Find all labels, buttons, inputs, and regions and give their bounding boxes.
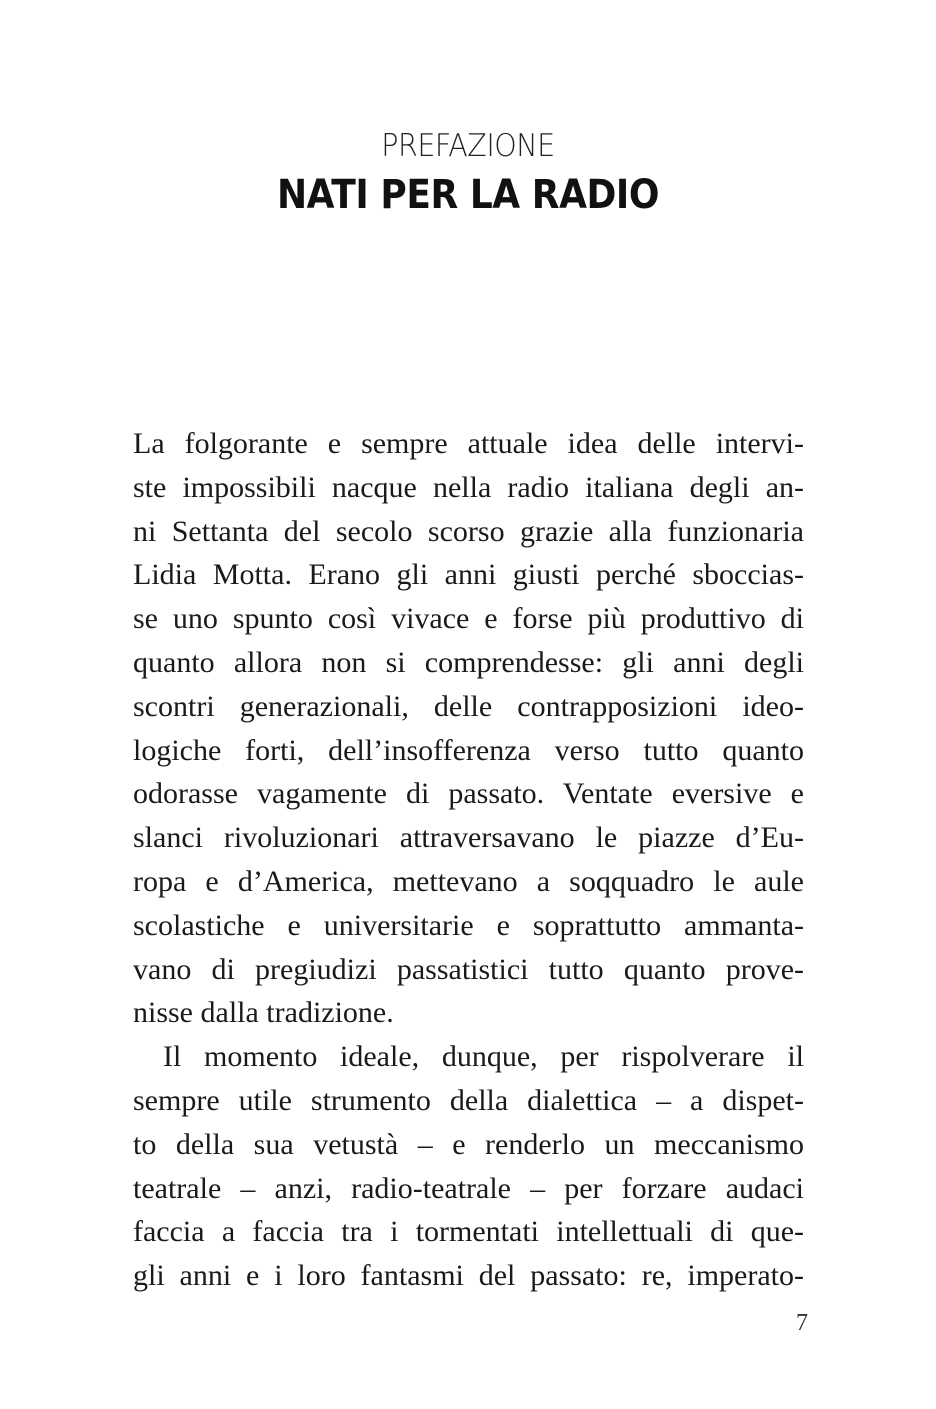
paragraph-2 [133, 1035, 804, 1298]
text-line: ni Settanta del secolo scorso grazie alla funzionaria [133, 514, 804, 548]
text-line: se uno spunto così vivace e forse più produttivo di [133, 602, 804, 636]
text-line: gli anni e i loro fantasmi del passato: re, imperato- [133, 1259, 804, 1293]
text-line: teatrale – anzi, radio-teatrale – per forzare audaci [133, 1171, 804, 1205]
text-line: ste impossibili nacque nella radio italiana degli an- [133, 470, 804, 504]
text-line: vano di pregiudizi passatistici tutto quanto prove- [133, 952, 804, 986]
text-line: logiche forti, dell’insofferenza verso tutto quanto [133, 733, 804, 767]
paragraph-1 [133, 422, 804, 1035]
chapter-title: NATI PER LA RADIO [276, 172, 660, 218]
chapter-label: PREFAZIONE [381, 128, 555, 164]
text-line: nisse dalla tradizione. [133, 996, 394, 1030]
text-line: scontri generazionali, delle contrapposizioni ideo- [133, 689, 804, 723]
text-line: sempre utile strumento della dialettica – a dispet- [133, 1083, 804, 1117]
page-number: 7 [796, 1310, 808, 1336]
text-line: La folgorante e sempre attuale idea delle intervi- [133, 427, 804, 460]
text-line: Lidia Motta. Erano gli anni giusti perché sboccias- [133, 558, 804, 592]
text-line: odorasse vagamente di passato. Ventate eversive e [133, 777, 804, 811]
text-line: ropa e d’America, mettevano a soqquadro le aule [133, 864, 804, 898]
text-line: Il momento ideale, dunque, per rispolverare il [163, 1040, 804, 1074]
text-line: slanci rivoluzionari attraversavano le piazze d’Eu- [133, 821, 804, 855]
text-line: faccia a faccia tra i tormentati intellettuali di que- [133, 1215, 804, 1249]
text-line: quanto allora non si comprendesse: gli anni degli [133, 645, 804, 679]
text-line: to della sua vetustà – e renderlo un meccanismo [133, 1127, 804, 1161]
text-line: scolastiche e universitarie e soprattutto ammanta- [133, 908, 804, 942]
body-text [133, 422, 804, 1298]
